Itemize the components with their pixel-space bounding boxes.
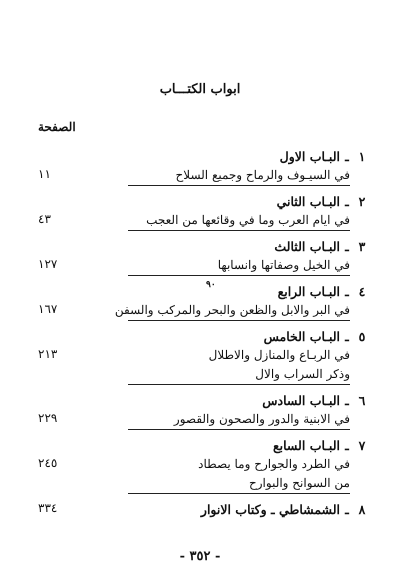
chapter-dash: ـ [345, 329, 349, 344]
chapter-heading [0, 238, 400, 256]
chapter-page-number: ٢٤٥ [38, 456, 58, 470]
chapter-page-number: ١٢٧ [38, 257, 58, 271]
chapter-description-line: في ايام العرب وما في وقائعها من العجب [128, 211, 350, 231]
page-column-label: الصفحة [38, 120, 76, 134]
chapter-description [128, 256, 350, 276]
chapter-entry [0, 328, 400, 385]
chapter-description-line: وذكر السراب والال [128, 365, 350, 385]
chapter-title: البـاب الرابع [277, 284, 340, 299]
page-title: ابواب الكتـــاب [159, 82, 241, 97]
chapter-description [128, 211, 350, 231]
chapter-number: ٧ [358, 438, 366, 453]
chapter-heading [0, 328, 400, 346]
chapter-description-line: في الطرد والجوارح وما يصطاد [198, 457, 350, 471]
chapter-number: ١ [358, 149, 366, 164]
chapter-dash: ـ [345, 393, 349, 408]
chapter-description [128, 455, 350, 494]
chapter-entry [0, 193, 400, 231]
chapter-title: البـاب الثالث [274, 239, 340, 254]
chapter-entry [0, 501, 400, 519]
chapter-description-line: في البر والابل والظعن والبحر والمركب والسفن [128, 301, 350, 321]
chapter-page-number: ٣٣٤ [38, 501, 58, 515]
chapter-description [128, 166, 350, 186]
chapter-title: البـاب الاول [279, 149, 340, 164]
chapter-number: ٢ [358, 194, 366, 209]
chapter-title: البـاب الخامس [263, 329, 340, 344]
chapter-heading [0, 148, 400, 166]
chapter-number: ٤ [358, 284, 366, 299]
stray-mark: ٩٠ [206, 280, 216, 290]
chapter-description [128, 346, 350, 385]
chapter-entry [0, 283, 400, 321]
chapter-page-number: ١٦٧ [38, 302, 58, 316]
chapter-dash: ـ [345, 194, 349, 209]
chapter-dash: ـ [345, 438, 349, 453]
chapter-heading [0, 193, 400, 211]
chapter-title: البـاب السادس [262, 393, 340, 408]
chapter-page-number: ١١ [38, 167, 51, 181]
chapter-title: البـاب الثاني [276, 194, 340, 209]
chapter-page-number: ٢١٣ [38, 347, 58, 361]
chapter-heading [0, 392, 400, 410]
chapter-number: ٥ [358, 329, 366, 344]
chapter-title: الشمشاطي ـ وكتاب الانوار [200, 502, 340, 517]
page-number: - ٣٥٢ - [179, 549, 221, 564]
chapter-number: ٦ [358, 393, 366, 408]
chapter-description-line: في الخيل وصفاتها وانسابها [128, 256, 350, 276]
chapter-dash: ـ [345, 239, 349, 254]
chapter-title: البـاب السابع [272, 438, 340, 453]
chapter-description-line: في السيـوف والرماح وجميع السلاح [128, 166, 350, 186]
chapter-entry [0, 437, 400, 494]
chapter-dash: ـ [345, 149, 349, 164]
chapter-heading [0, 437, 400, 455]
chapter-description [114, 301, 350, 321]
chapter-entry [0, 238, 400, 276]
chapter-dash: ـ [345, 284, 349, 299]
chapter-page-number: ٤٣ [38, 212, 51, 226]
chapter-heading [0, 283, 400, 301]
chapter-description-line: في الابنية والدور والصحون والقصور [128, 410, 350, 430]
chapter-description-line: من السوانح والبوارح [128, 474, 350, 494]
chapter-entry [0, 148, 400, 186]
chapter-dash: ـ [345, 502, 349, 517]
chapter-description [128, 410, 350, 430]
chapter-number: ٨ [358, 502, 366, 517]
chapter-description-line: في الربـاع والمنازل والاطلال [208, 348, 350, 362]
chapter-number: ٣ [358, 239, 366, 254]
chapter-list [0, 148, 400, 519]
chapter-page-number: ٢٢٩ [38, 411, 58, 425]
chapter-entry [0, 392, 400, 430]
